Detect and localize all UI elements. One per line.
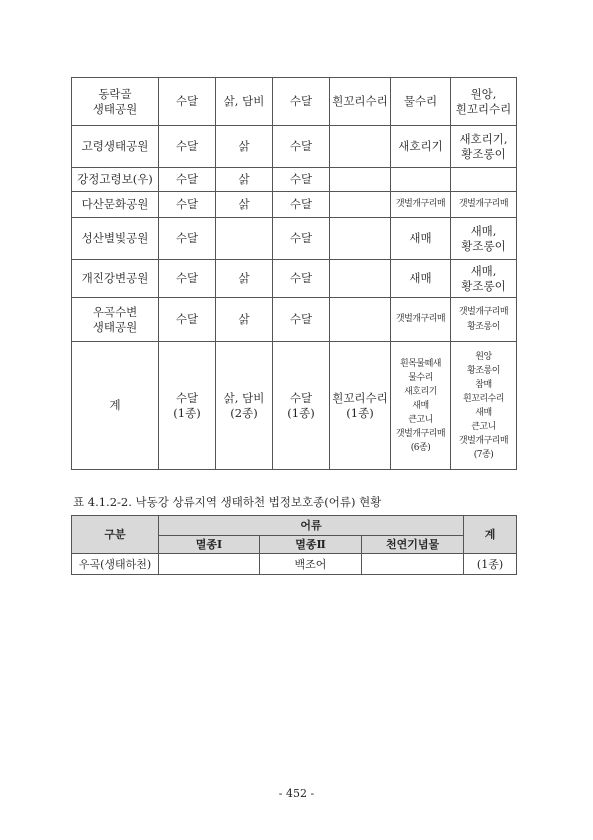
table-cell xyxy=(216,218,273,260)
table-cell: 갯벌개구리매 xyxy=(391,298,451,342)
table-row xyxy=(72,342,517,470)
table-cell: (1종) xyxy=(464,554,517,575)
table-cell: 수달 xyxy=(273,126,330,168)
table-cell: 삵 xyxy=(216,260,273,298)
header-cell: 원앙, 흰꼬리수리 xyxy=(451,78,517,126)
table-row xyxy=(72,126,517,168)
table-cell: 수달 xyxy=(159,168,216,192)
table-cell: 새매 xyxy=(391,218,451,260)
row-label: 강정고령보(우) xyxy=(72,168,159,192)
table-cell: 수달 xyxy=(273,168,330,192)
header-cell: 동락골 생태공원 xyxy=(72,78,159,126)
table-cell: 백조어 xyxy=(260,554,362,575)
table-cell: 수달 (1종) xyxy=(159,342,216,470)
table-cell: 삵 xyxy=(216,192,273,218)
row-label: 성산별빛공원 xyxy=(72,218,159,260)
header-cell: 삵, 담비 xyxy=(216,78,273,126)
header-cell: 계 xyxy=(464,516,517,554)
table-cell: 삵 xyxy=(216,126,273,168)
table-row xyxy=(72,516,517,536)
row-label: 고령생태공원 xyxy=(72,126,159,168)
table-cell: 갯벌개구리매 황조롱이 xyxy=(451,298,517,342)
table-cell: 삵, 담비 (2종) xyxy=(216,342,273,470)
header-cell: 멸종Ⅱ xyxy=(260,536,362,554)
table-row xyxy=(72,298,517,342)
table-cell xyxy=(330,126,391,168)
table-cell: 수달 xyxy=(159,126,216,168)
table-row xyxy=(72,218,517,260)
table-cell xyxy=(330,218,391,260)
table-cell: 갯벌개구리매 xyxy=(391,192,451,218)
header-cell: 천연기념물 xyxy=(362,536,464,554)
header-cell: 수달 xyxy=(159,78,216,126)
table-cell: 원앙 황조롱이 참매 흰꼬리수리 새매 큰고니 갯벌개구리매 (7종) xyxy=(451,342,517,470)
table-cell: 수달 xyxy=(273,192,330,218)
table-cell xyxy=(362,554,464,575)
table-caption: 표 4.1.2-2. 낙동강 상류지역 생태하천 법정보호종(어류) 현황 xyxy=(73,495,382,509)
table-cell: 수달 xyxy=(159,298,216,342)
protected-species-table xyxy=(71,77,517,470)
table-cell: 수달 xyxy=(273,260,330,298)
row-label: 우곡수변 생태공원 xyxy=(72,298,159,342)
header-cell: 수달 xyxy=(273,78,330,126)
table-cell: 새매, 황조롱이 xyxy=(451,260,517,298)
table-cell: 수달 (1종) xyxy=(273,342,330,470)
table-cell: 갯벌개구리매 xyxy=(451,192,517,218)
table-cell: 삵 xyxy=(216,298,273,342)
table-row xyxy=(72,554,517,575)
table-cell: 새매, 황조롱이 xyxy=(451,218,517,260)
header-cell: 물수리 xyxy=(391,78,451,126)
table-cell xyxy=(330,260,391,298)
header-cell: 어류 xyxy=(159,516,464,536)
row-label: 개진강변공원 xyxy=(72,260,159,298)
table-cell: 수달 xyxy=(273,298,330,342)
table-cell xyxy=(330,168,391,192)
header-cell: 멸종Ⅰ xyxy=(159,536,260,554)
table-cell: 흰꼬리수리 (1종) xyxy=(330,342,391,470)
table-cell: 삵 xyxy=(216,168,273,192)
table-cell: 수달 xyxy=(159,260,216,298)
table-cell xyxy=(330,192,391,218)
table-cell xyxy=(330,298,391,342)
table-cell: 새호리기 xyxy=(391,126,451,168)
table-cell xyxy=(159,554,260,575)
row-label: 계 xyxy=(72,342,159,470)
row-label: 다산문화공원 xyxy=(72,192,159,218)
table-cell: 수달 xyxy=(159,192,216,218)
table-cell: 흰목물떼새 물수리 새호리기 새매 큰고니 갯벌개구리매 (6종) xyxy=(391,342,451,470)
table-cell xyxy=(451,168,517,192)
table-row xyxy=(72,260,517,298)
table-row xyxy=(72,192,517,218)
table-cell xyxy=(391,168,451,192)
table-row xyxy=(72,168,517,192)
fish-species-table xyxy=(71,515,517,575)
table-row xyxy=(72,78,517,126)
header-cell: 흰꼬리수리 xyxy=(330,78,391,126)
header-cell: 구분 xyxy=(72,516,159,554)
row-label: 우곡(생태하천) xyxy=(72,554,159,575)
table-cell: 수달 xyxy=(159,218,216,260)
table-cell: 새매 xyxy=(391,260,451,298)
table-cell: 새호리기, 황조롱이 xyxy=(451,126,517,168)
page-number: - 452 - xyxy=(278,787,315,800)
table-cell: 수달 xyxy=(273,218,330,260)
